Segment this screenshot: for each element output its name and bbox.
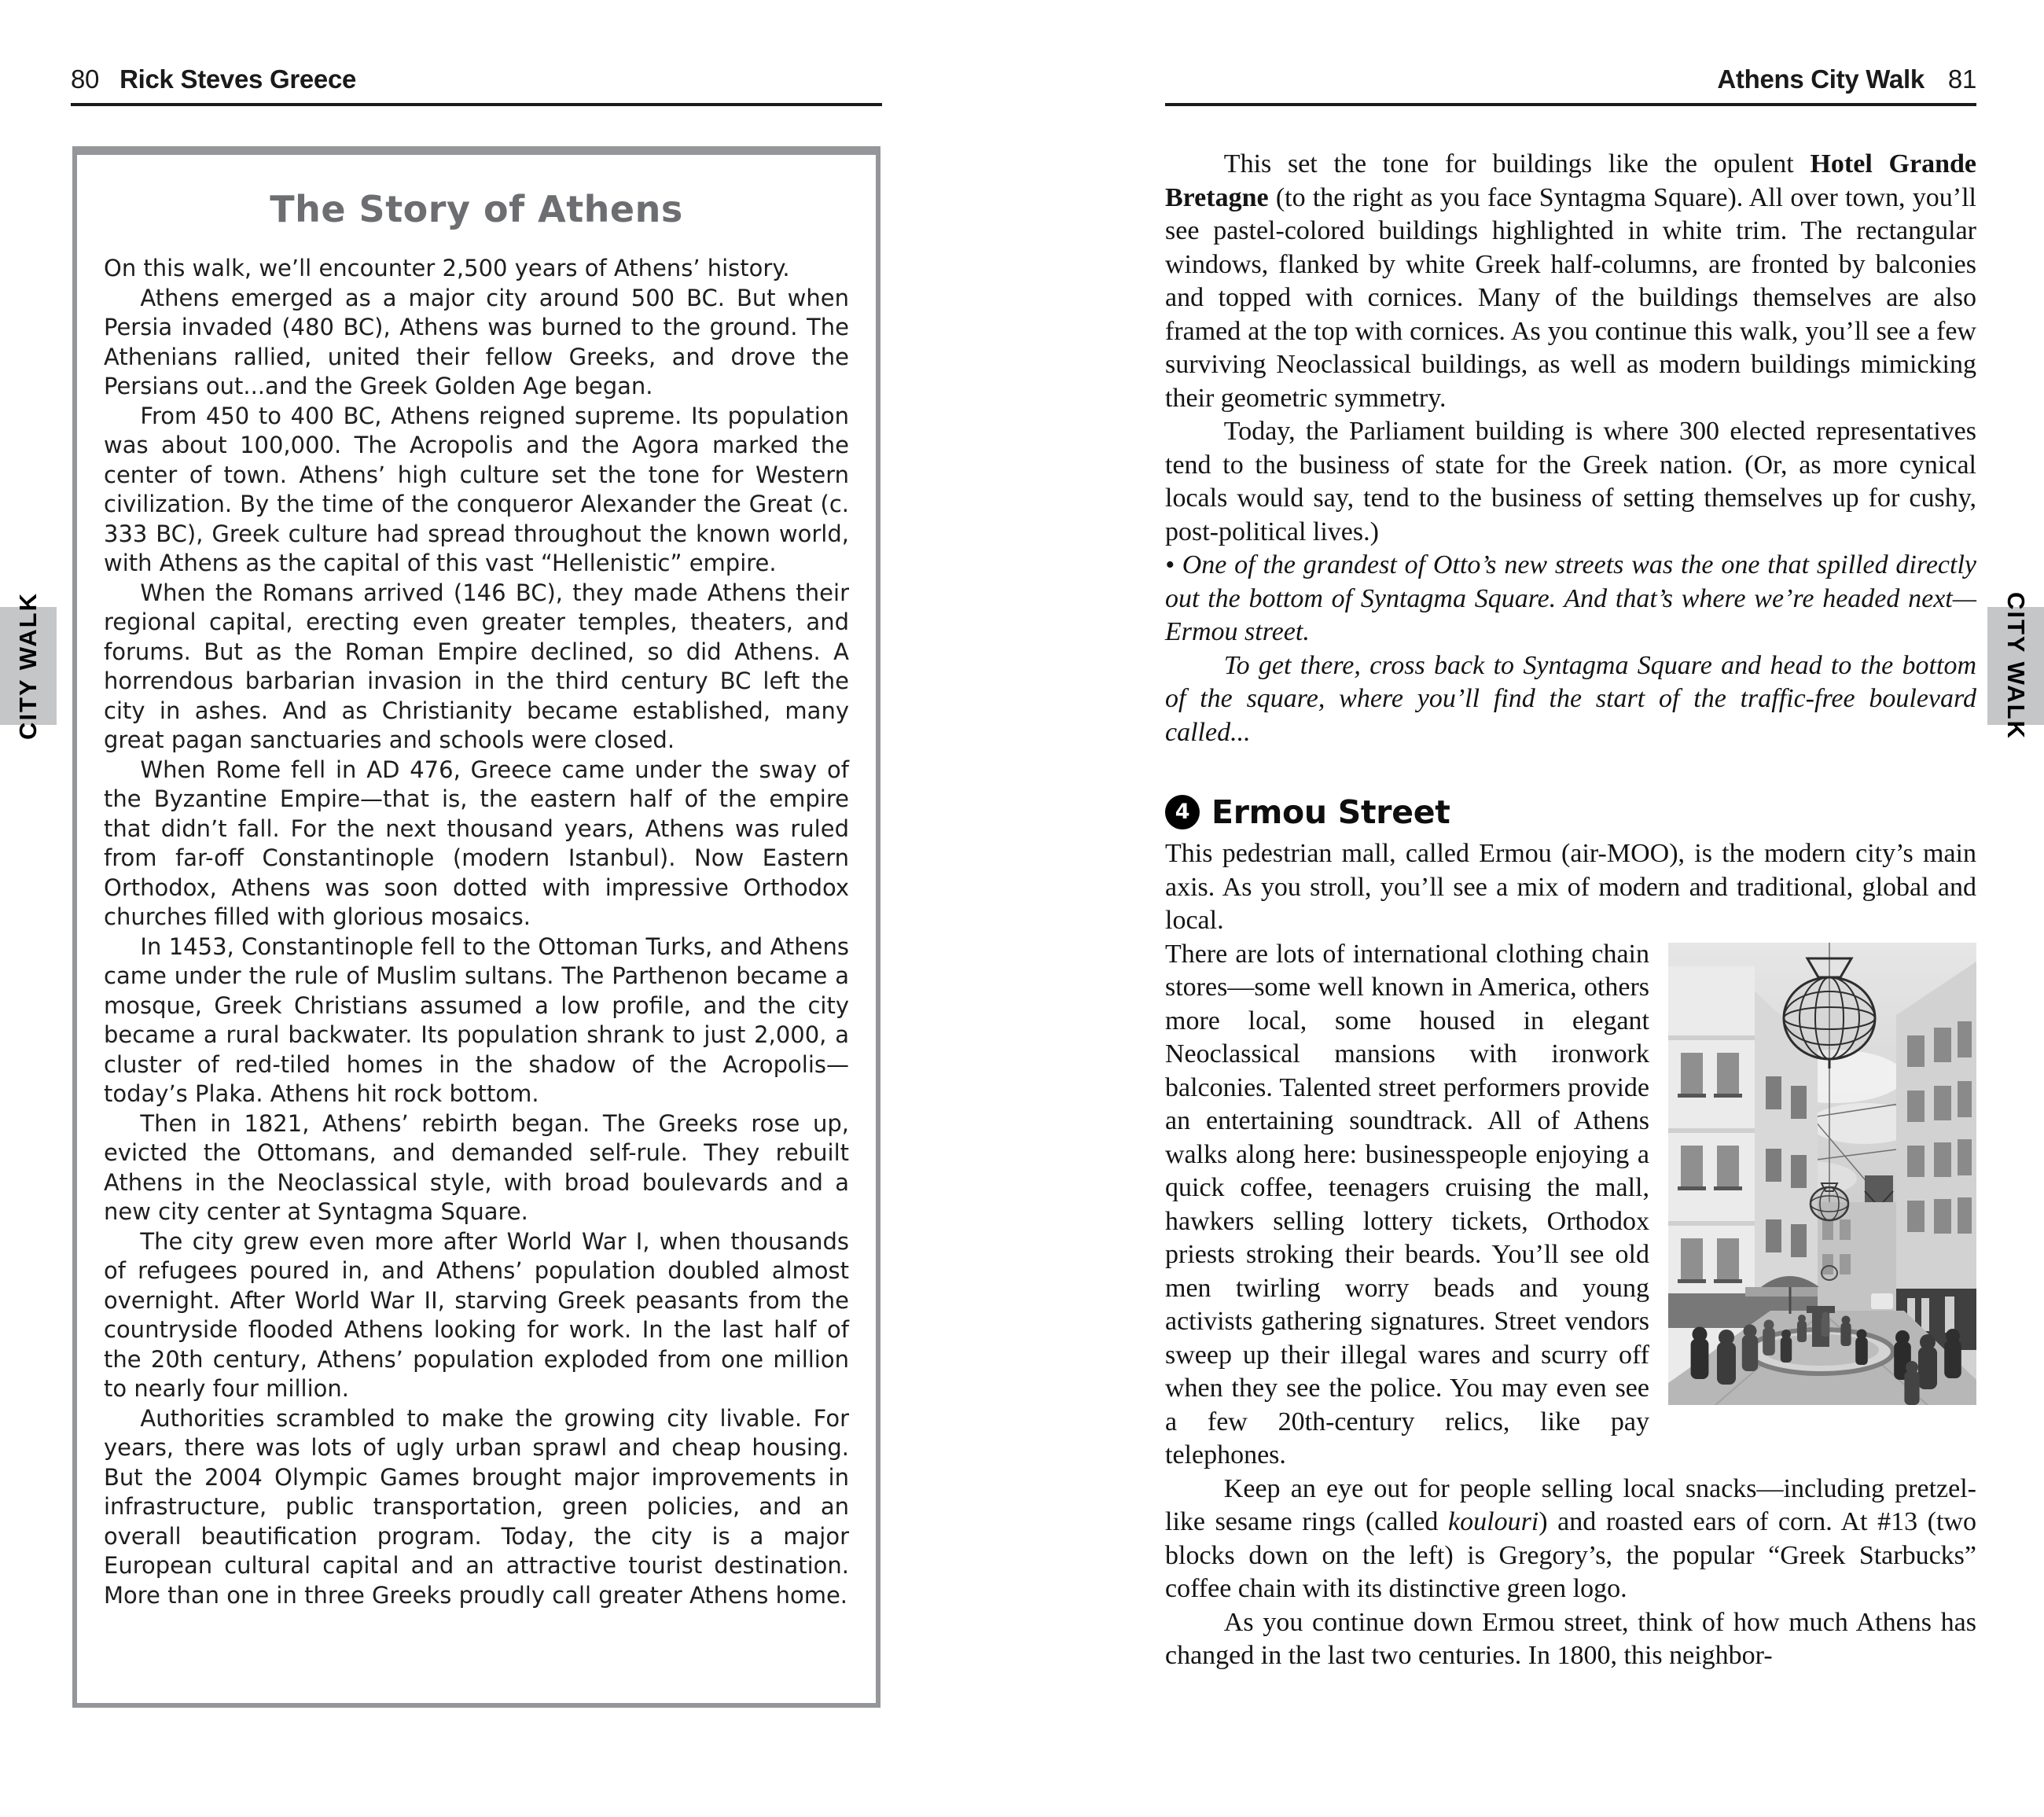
stop-number-badge: 4: [1165, 795, 1200, 829]
body-paragraph: This pedestrian mall, called Ermou (air-MOO), is the modern city’s main axis. As you stroll, you’ll see a mix of modern and traditional, global and local.: [1165, 839, 1976, 935]
story-of-athens-sidebar: [72, 146, 880, 1708]
left-head-title: Rick Steves Greece: [119, 64, 357, 94]
body-paragraph: As you continue down Ermou street, think of how much Athens has changed in the last two centuries. In 1800, this neighbor-: [1165, 1607, 1976, 1670]
sidebar-paragraph: In 1453, Constantinople fell to the Ottoman Turks, and Athens came under the rule of Muslim sultans. The Parthenon became a mosque, Greek Christians assumed a low profile, and the city became a rural backwater. Its population shrank to just 2,000, a cluster of red-tiled homes in the shadow of the Acropolis—today’s Plaka. Athens hit rock bottom.: [104, 932, 849, 1107]
left-running-head: [71, 64, 356, 94]
stop-title: Ermou Street: [1211, 793, 1450, 831]
body-paragraph: This set the tone for buildings like the opulent Hotel Grande Bretagne (to the right as you face Syntagma Square). All over town, you’ll see pastel-colored buildings highlighted in white trim. The rectangular windows, flanked by white Greek half-columns, are fronted by balconies and topped with cornices. Many of the buildings themselves are also framed at the top with cornices. As you continue this walk, you’ll see a few surviving Neoclassical buildings, as well as modern buildings mimicking their geometric symmetry.: [1165, 149, 1976, 413]
right-page-number: 81: [1947, 64, 1976, 94]
sidebar-paragraph: When the Romans arrived (146 BC), they made Athens their regional capital, erecting even greater temples, theaters, and forums. But as the Roman Empire declined, so did Athens. A horrendous barbarian invasion in the third century BC left the city in ashes. And as Christianity became established, many great pagan sanctuaries and schools were closed.: [104, 579, 849, 753]
right-header-rule: [1165, 103, 1976, 106]
sidebar-paragraph: Authorities scrambled to make the growing city livable. For years, there was lots of ugly urban sprawl and cheap housing. But the 2004 Olympic Games brought major improvements in infrastructure, public transportation, green policies, and an overall beautification program. Today, the city is a major European cultural capital and an attractive tourist destination. More than one in three Greeks proudly call greater Athens home.: [104, 1404, 849, 1609]
sidebar-title: The Story of Athens: [270, 188, 683, 230]
walking-directions-paragraph: • One of the grandest of Otto’s new streets was the one that spilled directly out the bottom of Syntagma Square. And that’s where we’re headed next—Ermou street.: [1165, 550, 1976, 646]
body-paragraph: There are lots of international clothing chain stores—some well known in America, others more local, some housed in elegant Neoclassical mansions with ironwork balconies. Talented street performers provide an entertaining soundtrack. All of Athens walks along here: businesspeople enjoying a quick coffee, teenagers cruising the mall, hawkers selling lottery tickets, Orthodox priests stroking their beards. You’ll see old men twirling worry beads and young activists gathering signatures. Street vendors sweep up their illegal wares and scurry off when they see the police. You may even see a few 20th-century relics, like pay telephones.: [1165, 939, 1649, 1469]
sidebar-paragraph: Then in 1821, Athens’ rebirth began. The Greeks rose up, evicted the Ottomans, and demanded self-rule. They rebuilt Athens in the Neoclassical style, with broad boulevards and a new city center at Syntagma Square.: [104, 1109, 849, 1225]
sidebar-paragraph: The city grew even more after World War I, when thousands of refugees poured in, and Athens’ population doubled almost overnight. After World War II, starving Greek peasants from the countryside flooded Athens looking for work. In the last half of the 20th century, Athens’ population exploded from one million to nearly four million.: [104, 1227, 849, 1402]
sidebar-paragraph: On this walk, we’ll encounter 2,500 years of Athens’ history.: [104, 255, 790, 281]
right-head-title: Athens City Walk: [1717, 64, 1925, 94]
city-walk-tab-right-label: CITY WALK: [2002, 592, 2030, 740]
sidebar-paragraph: From 450 to 400 BC, Athens reigned supreme. Its population was about 100,000. The Acropolis and the Agora marked the center of town. Athens’ high culture set the tone for Western civilization. By the time of the conqueror Alexander the Great (c. 333 BC), Greek culture had spread throughout the known world, with Athens as the capital of this vast “Hellenistic” empire.: [104, 402, 849, 576]
left-page-number: 80: [71, 64, 100, 94]
left-header-rule: [71, 103, 882, 106]
city-walk-tab-left-label: CITY WALK: [14, 592, 42, 740]
city-walk-tab-right: [1987, 592, 2044, 740]
city-walk-tab-left: [0, 592, 57, 740]
body-paragraph: Keep an eye out for people selling local snacks—including pretzel-like sesame rings (called koulouri) and roasted ears of corn. At #13 (two blocks down on the left) is Gregory’s, the popular “Greek Starbucks” coffee chain with its distinctive green logo.: [1165, 1473, 1977, 1603]
sidebar-paragraph: When Rome fell in AD 476, Greece came under the sway of the Byzantine Empire—that is, the eastern half of the empire that didn’t fall. For the next thousand years, Athens was ruled from far-off Constantinople (modern Istanbul). Now Eastern Orthodox, Athens was soon dotted with impressive Orthodox churches filled with glorious mosaics.: [104, 756, 849, 930]
ermou-street-photo: [1668, 943, 1976, 1405]
stop-heading-ermou-street: [1165, 795, 1976, 829]
sidebar-paragraph: Athens emerged as a major city around 500 BC. But when Persia invaded (480 BC), Athens was burned to the ground. The Athenians rallied, united their fellow Greeks, and drove the Persians out...and the Greek Golden Age began.: [104, 284, 849, 399]
right-running-head: [1165, 64, 1976, 94]
right-page-body: [1165, 148, 1976, 1673]
body-paragraph: Today, the Parliament building is where 300 elected representatives tend to the business of state for the Greek nation. (Or, as more cynical locals would say, tend to the business of setting themselves up for cushy, post-political lives.): [1165, 417, 1976, 546]
walking-directions-paragraph: To get there, cross back to Syntagma Square and head to the bottom of the square, where you’ll find the start of the traffic-free boulevard called...: [1165, 650, 1976, 747]
